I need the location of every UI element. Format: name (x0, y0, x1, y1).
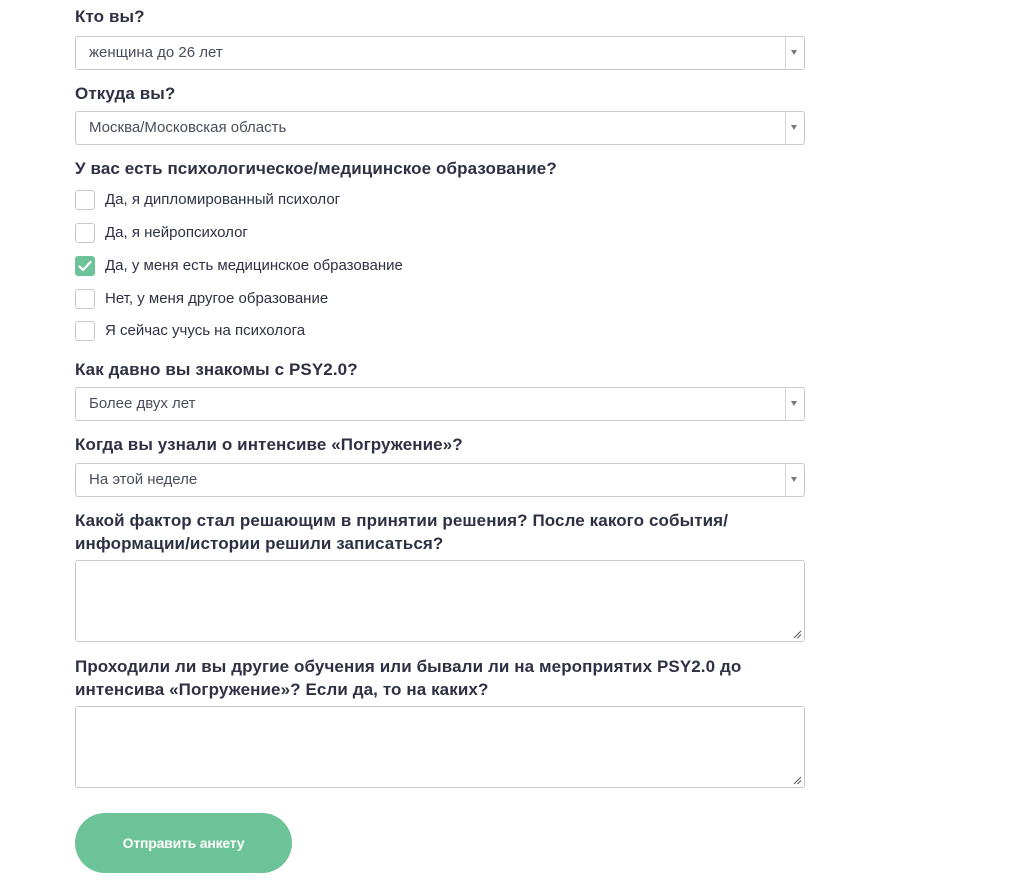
how-long-select-value: Более двух лет (89, 395, 196, 412)
checkmark-icon (78, 260, 92, 272)
question-where-from-label: Откуда вы? (75, 84, 176, 103)
chevron-down-icon (791, 50, 797, 55)
question-when-learned-label: Когда вы узнали о интенсиве «Погружение»? (75, 435, 463, 454)
question-who-are-you-label: Кто вы? (75, 7, 145, 26)
who-are-you-select-toggle[interactable] (785, 37, 804, 69)
education-option-psychologist-checkbox[interactable] (75, 190, 95, 210)
education-option-neuropsychologist-checkbox[interactable] (75, 223, 95, 243)
question-deciding-factor-label-line2: информации/истории решили записаться? (75, 534, 444, 553)
education-option-other-checkbox[interactable] (75, 289, 95, 309)
question-education-label: У вас есть психологическое/медицинское образование? (75, 159, 557, 178)
education-option-psychologist-label: Да, я дипломированный психолог (105, 191, 341, 208)
deciding-factor-textarea[interactable] (75, 560, 805, 642)
education-option-medical-checkbox[interactable] (75, 256, 95, 276)
where-from-select-value: Москва/Московская область (89, 119, 287, 136)
when-learned-select-toggle[interactable] (785, 464, 804, 496)
education-option-other-label: Нет, у меня другое образование (105, 290, 329, 307)
education-option-student-label: Я сейчас учусь на психолога (105, 322, 306, 339)
question-how-long-label: Как давно вы знакомы с PSY2.0? (75, 360, 358, 379)
chevron-down-icon (791, 401, 797, 406)
question-other-trainings-label-line2: интенсива «Погружение»? Если да, то на каких? (75, 680, 489, 699)
question-deciding-factor-label-line1: Какой фактор стал решающим в принятии решения? После какого события/ (75, 511, 729, 530)
question-other-trainings-label-line1: Проходили ли вы другие обучения или бывали ли на мероприятих PSY2.0 до (75, 657, 742, 676)
when-learned-select[interactable] (75, 463, 805, 497)
education-option-student-checkbox[interactable] (75, 321, 95, 341)
how-long-select[interactable] (75, 387, 805, 421)
chevron-down-icon (791, 125, 797, 130)
where-from-select[interactable] (75, 111, 805, 145)
where-from-select-toggle[interactable] (785, 112, 804, 144)
education-option-medical-label: Да, у меня есть медицинское образование (105, 257, 403, 274)
resize-handle-icon[interactable] (793, 776, 802, 785)
other-trainings-textarea[interactable] (75, 706, 805, 788)
resize-handle-icon[interactable] (793, 630, 802, 639)
submit-survey-button[interactable]: Отправить анкету (75, 813, 292, 873)
who-are-you-select-value: женщина до 26 лет (89, 44, 223, 61)
who-are-you-select[interactable] (75, 36, 805, 70)
how-long-select-toggle[interactable] (785, 388, 804, 420)
education-option-neuropsychologist-label: Да, я нейропсихолог (105, 224, 248, 241)
when-learned-select-value: На этой неделе (89, 471, 198, 488)
chevron-down-icon (791, 477, 797, 482)
